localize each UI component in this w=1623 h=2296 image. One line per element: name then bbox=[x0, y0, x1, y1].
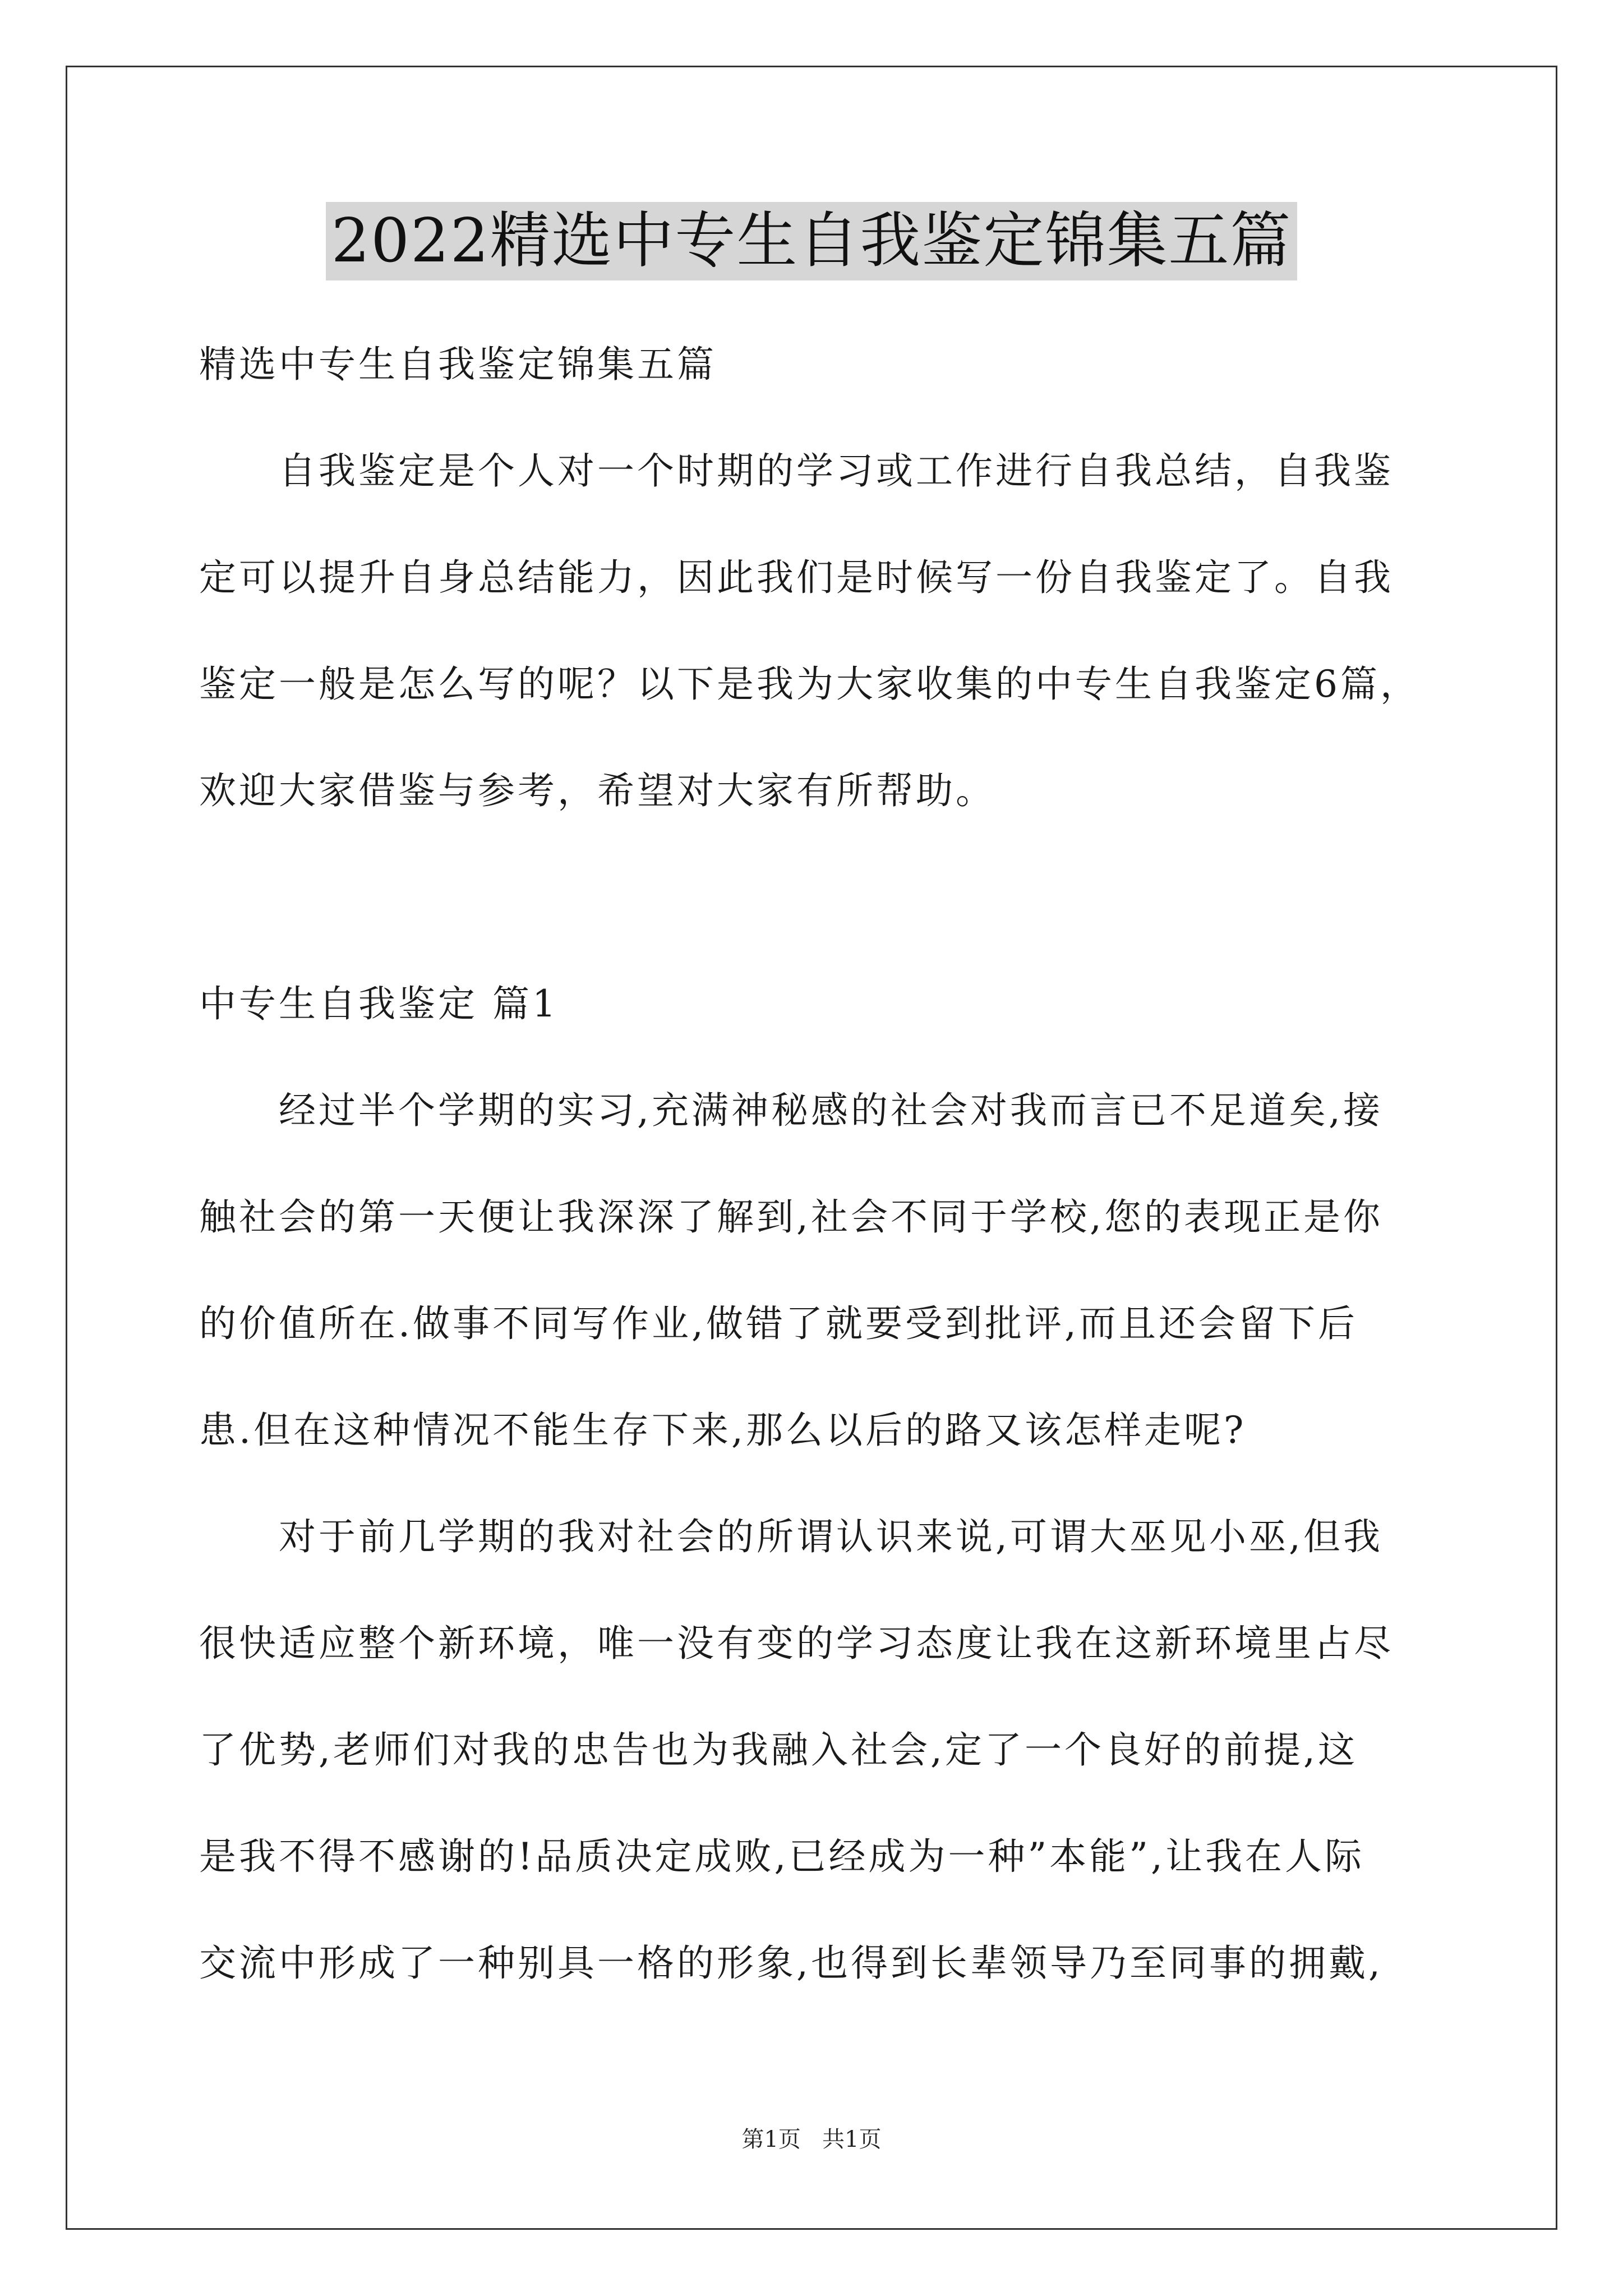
paragraph-line: 很快适应整个新环境，唯一没有变的学习态度让我在这新环境里占尽 bbox=[199, 1622, 1394, 1665]
paragraph-line: 患.但在这种情况不能生存下来,那么以后的路又该怎样走呢? bbox=[199, 1409, 1247, 1452]
paragraph-line: 对于前几学期的我对社会的所谓认识来说,可谓大巫见小巫,但我 bbox=[279, 1515, 1383, 1558]
section-heading: 中专生自我鉴定 篇1 bbox=[199, 982, 559, 1025]
document-title: 2022精选中专生自我鉴定锦集五篇 bbox=[326, 202, 1298, 280]
paragraph-line: 是我不得不感谢的!品质决定成败,已经成为一种”本能”,让我在人际 bbox=[199, 1835, 1364, 1878]
page-footer: 第1页 共1页 bbox=[741, 2127, 882, 2152]
intro-line: 鉴定一般是怎么写的呢？以下是我为大家收集的中专生自我鉴定6篇， bbox=[199, 662, 1420, 706]
intro-line: 定可以提升自身总结能力，因此我们是时候写一份自我鉴定了。自我 bbox=[199, 556, 1394, 599]
paragraph-line: 的价值所在.做事不同写作业,做错了就要受到批评,而且还会留下后 bbox=[199, 1302, 1358, 1345]
intro-line: 自我鉴定是个人对一个时期的学习或工作进行自我总结，自我鉴 bbox=[279, 449, 1394, 493]
intro-line: 欢迎大家借鉴与参考，希望对大家有所帮助。 bbox=[199, 769, 995, 812]
title-container bbox=[0, 202, 1623, 280]
paragraph-line: 了优势,老师们对我的忠告也为我融入社会,定了一个良好的前提,这 bbox=[199, 1728, 1358, 1772]
document-body bbox=[199, 311, 1467, 2017]
paragraph-line: 交流中形成了一种别具一格的形象,也得到长辈领导乃至同事的拥戴, bbox=[199, 1941, 1383, 1985]
paragraph-line: 经过半个学期的实习,充满神秘感的社会对我而言已不足道矣,接 bbox=[279, 1089, 1383, 1132]
paragraph-line: 触社会的第一天便让我深深了解到,社会不同于学校,您的表现正是你 bbox=[199, 1195, 1383, 1239]
document-subtitle: 精选中专生自我鉴定锦集五篇 bbox=[199, 343, 717, 386]
spacer bbox=[199, 844, 1467, 951]
